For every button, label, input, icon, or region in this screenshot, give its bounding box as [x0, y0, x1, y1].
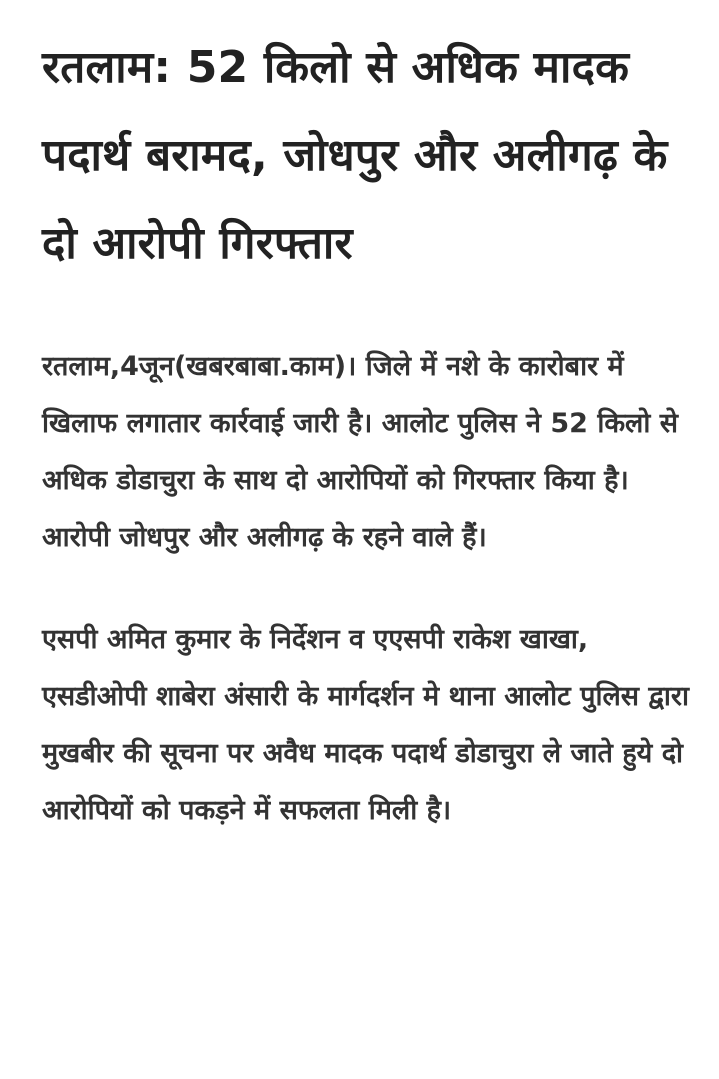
article-paragraph-1: रतलाम,4जून(खबरबाबा.काम)। जिले में नशे के कारोबार में खिलाफ लगातार कार्रवाई जारी है। आलोट पुलिस ने 52 किलो से अधिक डोडाचुरा के साथ दो आरोपियों को गिरफ्तार किया है।आरोपी जोधपुर और अलीगढ़ के रहने वाले हैं।	[42, 351, 679, 553]
article-headline: रतलाम: 52 किलो से अधिक मादक पदार्थ बरामद, जोधपुर और अलीगढ़ के दो आरोपी गिरफ्तार	[42, 42, 668, 269]
article	[42, 24, 692, 839]
article-paragraph-2: एसपी अमित कुमार के निर्देशन व एएसपी राकेश खाखा, एसडीओपी शाबेरा अंसारी के मार्गदर्शन मे थाना आलोट पुलिस द्वारा मुखबीर की सूचना पर अवैध मादक पदार्थ डोडाचुरा ले जाते हुये दो आरोपियों को पकड़ने में सफलता मिली है।	[42, 624, 689, 826]
